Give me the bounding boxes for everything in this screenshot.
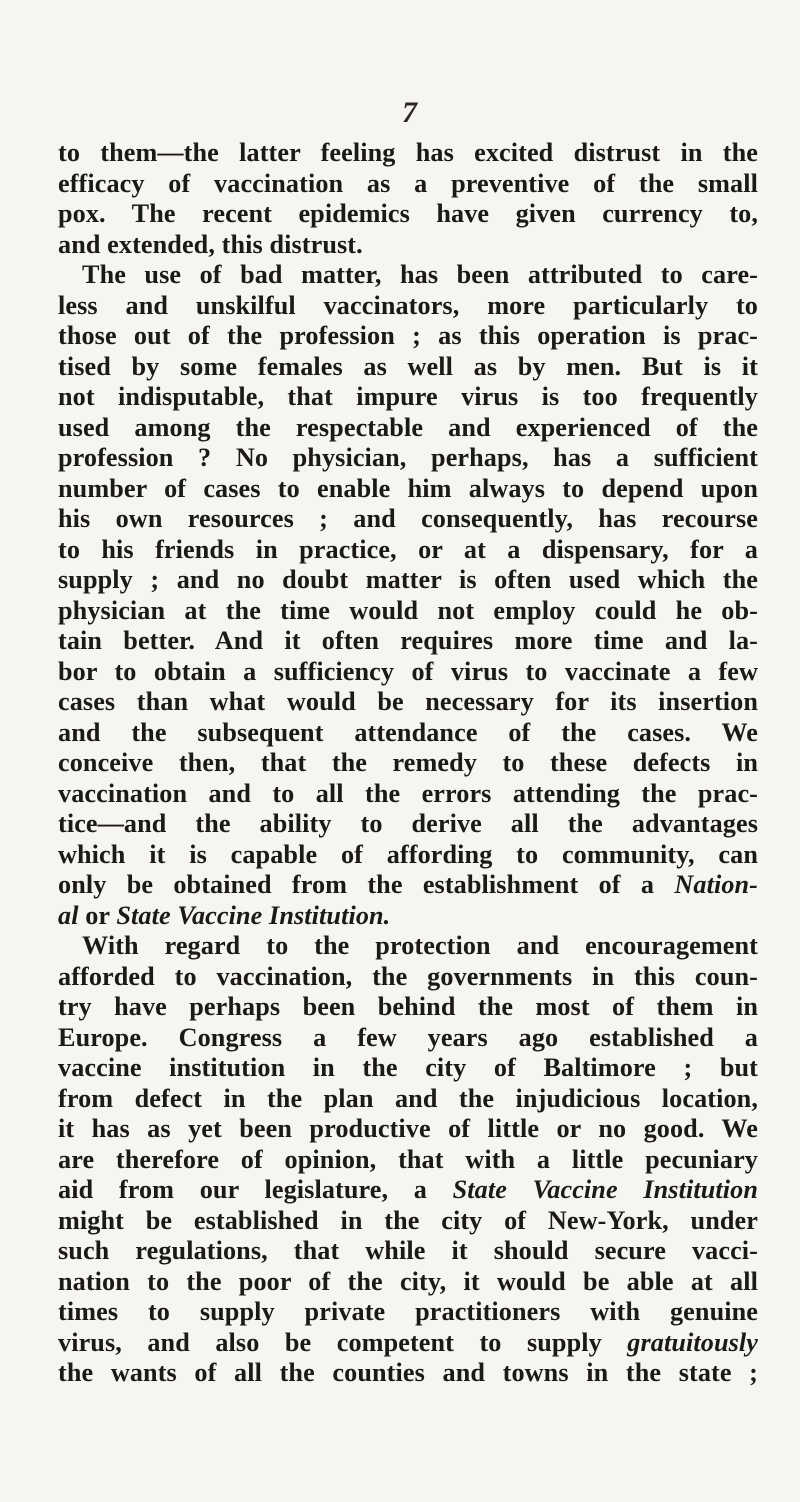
text-line: bor to obtain a sufficiency of virus to vaccinate a few bbox=[58, 656, 758, 686]
text-line bbox=[58, 1175, 758, 1206]
text-line: and the subsequent attendance of the cases. We bbox=[58, 717, 758, 747]
italic-text: State Vaccine Institution. bbox=[116, 900, 391, 930]
italic-text: Nation- bbox=[674, 870, 758, 899]
text-line: and extended, this distrust. bbox=[58, 229, 363, 259]
italic-text: State Vaccine Institution bbox=[452, 1175, 758, 1204]
text-line: With regard to the protection and encouragement bbox=[82, 931, 758, 960]
italic-text: gratuitously bbox=[627, 1327, 759, 1357]
text-line: tised by some females as well as by men. But is it bbox=[58, 351, 758, 381]
text-line: those out of the profession ; as this operation is prac- bbox=[58, 321, 758, 350]
text-line: afforded to vaccination, the governments in this coun- bbox=[58, 961, 758, 991]
text-fragment: only be obtained from the establishment of a bbox=[58, 870, 655, 899]
text-line: it has as yet been productive of little or no good. We bbox=[58, 1114, 758, 1143]
page-number: 7 bbox=[402, 96, 417, 129]
text-line: the wants of all the counties and towns in the state ; bbox=[58, 1358, 758, 1387]
text-line: such regulations, that while it should secure vacci- bbox=[58, 1236, 758, 1265]
text-line: from defect in the plan and the injudicious location, bbox=[58, 1083, 758, 1113]
text-fragment: virus, and also be competent to supply bbox=[58, 1327, 602, 1357]
text-line: physician at the time would not employ could he ob- bbox=[58, 595, 758, 625]
text-line: try have perhaps been behind the most of them in bbox=[58, 992, 758, 1021]
text-line: The use of bad matter, has been attributed to care- bbox=[82, 260, 758, 289]
italic-text: al bbox=[58, 900, 79, 930]
text-line: to them—the latter feeling has excited distrust in the bbox=[58, 138, 758, 167]
text-line bbox=[58, 1328, 758, 1359]
text-line: vaccination and to all the errors attending the prac- bbox=[58, 778, 758, 808]
text-line: to his friends in practice, or at a dispensary, for a bbox=[58, 534, 758, 564]
text-line: tice—and the ability to derive all the advantages bbox=[58, 809, 758, 838]
text-line: profession ? No physician, perhaps, has a sufficient bbox=[58, 443, 758, 472]
text-line: are therefore of opinion, that with a little pecuniary bbox=[58, 1144, 758, 1174]
text-line: pox. The recent epidemics have given currency to, bbox=[58, 199, 758, 228]
text-line bbox=[58, 901, 758, 932]
text-line: supply ; and no doubt matter is often used which the bbox=[58, 565, 758, 594]
text-line bbox=[58, 870, 758, 901]
text-line: nation to the poor of the city, it would be able at all bbox=[58, 1266, 758, 1296]
text-line: efficacy of vaccination as a preventive of the small bbox=[58, 168, 758, 198]
text-line: vaccine institution in the city of Baltimore ; but bbox=[58, 1053, 758, 1082]
body-text bbox=[58, 138, 758, 1389]
text-line: his own resources ; and consequently, has recourse bbox=[58, 504, 758, 533]
text-fragment: aid from our legislature, a bbox=[58, 1175, 427, 1204]
text-line: which it is capable of affording to community, can bbox=[58, 839, 758, 869]
text-line: tain better. And it often requires more time and la- bbox=[58, 626, 758, 655]
text-line: cases than what would be necessary for its insertion bbox=[58, 687, 758, 716]
text-fragment: or bbox=[85, 900, 110, 930]
text-line: conceive then, that the remedy to these defects in bbox=[58, 748, 758, 777]
text-line: number of cases to enable him always to depend upon bbox=[58, 473, 758, 503]
text-line: used among the respectable and experienced of the bbox=[58, 412, 758, 442]
text-line: might be established in the city of New-York, under bbox=[58, 1205, 758, 1235]
text-line: less and unskilful vaccinators, more particularly to bbox=[58, 290, 758, 320]
text-line: Europe. Congress a few years ago established a bbox=[58, 1022, 758, 1052]
text-line: not indisputable, that impure virus is too frequently bbox=[58, 382, 758, 411]
text-line: times to supply private practitioners with genuine bbox=[58, 1297, 758, 1326]
